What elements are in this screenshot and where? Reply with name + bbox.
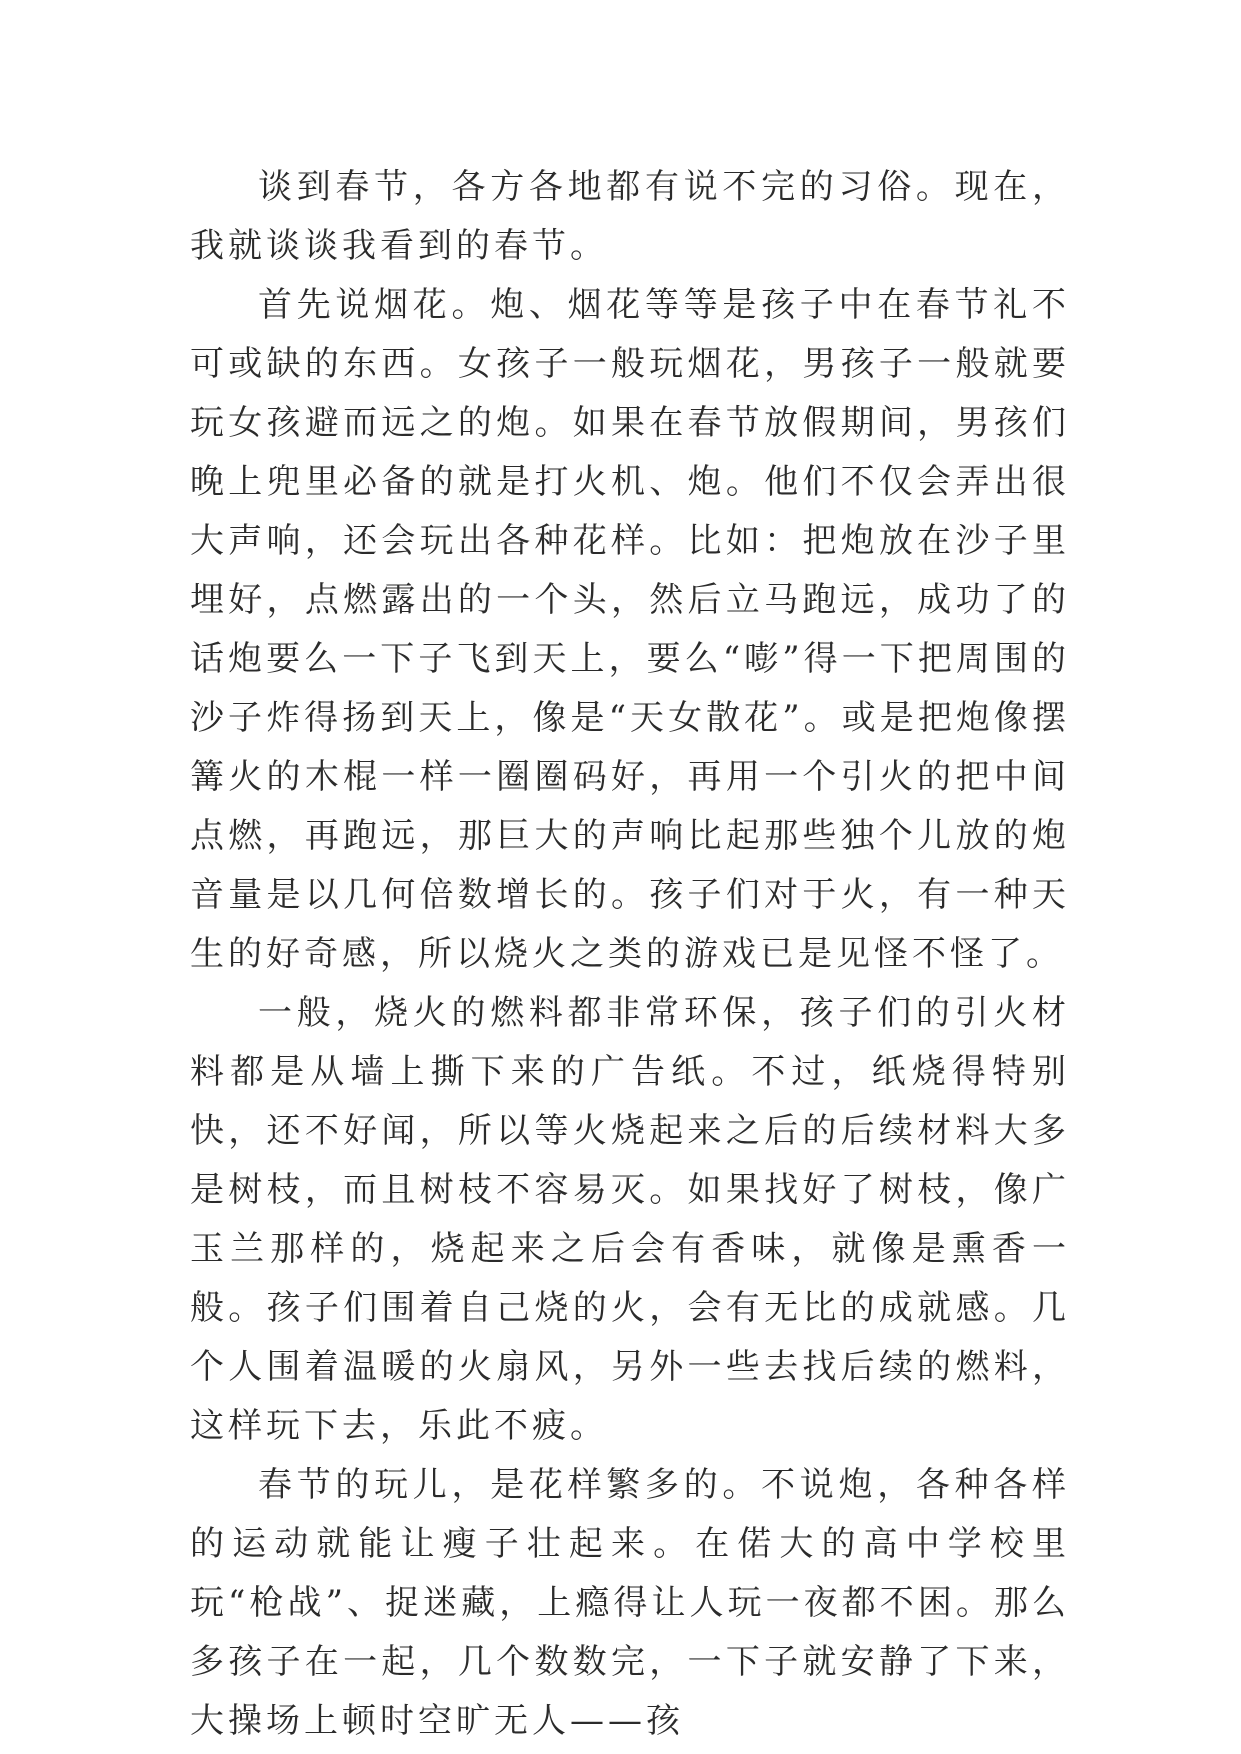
paragraph-1: 谈到春节，各方各地都有说不完的习俗。现在，我就谈谈我看到的春节。 [190,167,1070,266]
paragraph-4: 春节的玩儿，是花样繁多的。不说炮，各种各样的运动就能让瘦子壮起来。在偌大的高中学校里玩“枪战”、捉迷藏，上瘾得让人玩一夜都不困。那么多孩子在一起，几个数数完，一下子就安静了下来，大操场上顿时空旷无人——孩 [190,1465,1070,1741]
document-body [190,158,1070,1751]
paragraph-3: 一般，烧火的燃料都非常环保，孩子们的引火材料都是从墙上撕下来的广告纸。不过，纸烧得特别快，还不好闻，所以等火烧起来之后的后续材料大多是树枝，而且树枝不容易灭。如果找好了树枝，像广玉兰那样的，烧起来之后会有香味，就像是熏香一般。孩子们围着自己烧的火，会有无比的成就感。几个人围着温暖的火扇风，另外一些去找后续的燃料，这样玩下去，乐此不疲。 [190,993,1070,1446]
paragraph-2: 首先说烟花。炮、烟花等等是孩子中在春节礼不可或缺的东西。女孩子一般玩烟花，男孩子一般就要玩女孩避而远之的炮。如果在春节放假期间，男孩们晚上兜里必备的就是打火机、炮。他们不仅会弄出很大声响，还会玩出各种花样。比如：把炮放在沙子里埋好，点燃露出的一个头，然后立马跑远，成功了的话炮要么一下子飞到天上，要么“嘭”得一下把周围的沙子炸得扬到天上，像是“天女散花”。或是把炮像摆篝火的木棍一样一圈圈码好，再用一个引火的把中间点燃，再跑远，那巨大的声响比起那些独个儿放的炮音量是以几何倍数增长的。孩子们对于火，有一种天生的好奇感，所以烧火之类的游戏已是见怪不怪了。 [190,285,1070,974]
